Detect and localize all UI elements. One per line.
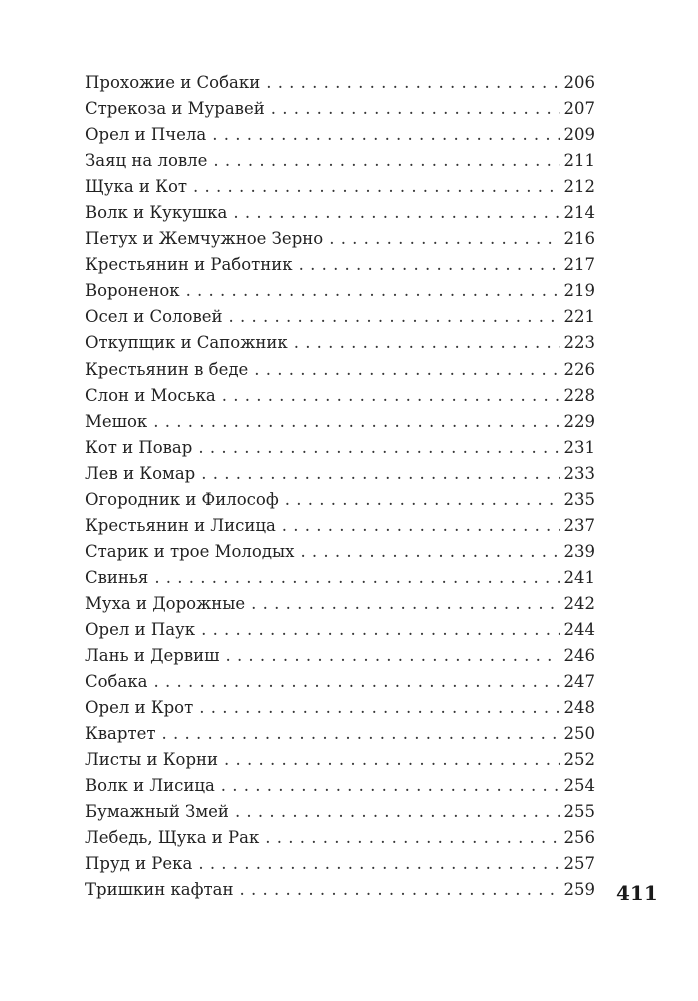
toc-entry <box>85 643 595 669</box>
toc-entry-page: 255 <box>563 802 595 822</box>
toc-entry-title: Орел и Пчела <box>85 125 207 145</box>
toc-entry-title: Крестьянин и Работник <box>85 255 293 275</box>
dot-leader <box>233 200 559 226</box>
dot-leader <box>265 825 559 851</box>
toc-entry <box>85 851 595 877</box>
toc-entry-title: Тришкин кафтан <box>85 880 234 900</box>
toc-entry-page: 257 <box>563 854 595 874</box>
toc-entry-page: 216 <box>563 229 595 249</box>
toc-entry <box>85 773 595 799</box>
toc-entry-title: Волк и Кукушка <box>85 203 228 223</box>
toc-entry <box>85 565 595 591</box>
toc-entry-page: 254 <box>563 776 595 796</box>
toc-entry-title: Щука и Кот <box>85 177 188 197</box>
toc-entry <box>85 383 595 409</box>
toc-entry-page: 209 <box>563 125 595 145</box>
dot-leader <box>201 461 559 487</box>
toc-entry-title: Крестьянин в беде <box>85 359 249 379</box>
dot-leader <box>222 383 560 409</box>
toc-entry-page: 206 <box>563 73 595 92</box>
toc-entry-page: 221 <box>563 307 595 327</box>
toc-entry-page: 231 <box>563 437 595 457</box>
toc-entry-title: Откупщик и Сапожник <box>85 333 288 353</box>
toc-entry <box>85 278 595 304</box>
dot-leader <box>213 148 559 174</box>
toc-entry-page: 223 <box>563 333 595 353</box>
toc-entry-title: Орел и Паук <box>85 619 196 639</box>
toc-entry <box>85 513 595 539</box>
dot-leader <box>229 304 560 330</box>
toc-entry-title: Прохожие и Собаки <box>85 73 261 92</box>
toc-entry-title: Кот и Повар <box>85 437 193 457</box>
toc-entry-title: Собака <box>85 672 148 692</box>
dot-leader <box>235 799 560 825</box>
dot-leader <box>154 565 559 591</box>
toc-entry <box>85 409 595 435</box>
dot-leader <box>300 539 559 565</box>
toc-entry-page: 256 <box>563 828 595 848</box>
toc-entry <box>85 70 595 96</box>
dot-leader <box>224 747 559 773</box>
dot-leader <box>198 851 559 877</box>
toc-entry-page: 248 <box>563 698 595 718</box>
dot-leader <box>254 357 559 383</box>
toc-entry <box>85 304 595 330</box>
dot-leader <box>299 252 560 278</box>
dot-leader <box>221 773 560 799</box>
toc-entry-title: Петух и Жемчужное Зерно <box>85 229 324 249</box>
toc-entry-page: 246 <box>563 646 595 666</box>
toc-entry <box>85 747 595 773</box>
dot-leader <box>198 435 559 461</box>
toc-entry <box>85 617 595 643</box>
toc-entry-page: 239 <box>563 541 595 561</box>
dot-leader <box>225 643 559 669</box>
toc-entry-page: 241 <box>563 567 595 587</box>
dot-leader <box>199 695 559 721</box>
toc-entry-title: Вороненок <box>85 281 180 301</box>
toc-entry <box>85 487 595 513</box>
dot-leader <box>239 877 559 903</box>
toc-entry-page: 214 <box>563 203 595 223</box>
toc-entry-title: Огородник и Философ <box>85 489 279 509</box>
toc-entry-title: Заяц на ловле <box>85 151 208 171</box>
toc-entry-title: Волк и Лисица <box>85 776 215 796</box>
toc-entry <box>85 825 595 851</box>
toc-entry-title: Стрекоза и Муравей <box>85 99 265 119</box>
toc-entry-page: 229 <box>563 411 595 431</box>
dot-leader <box>282 513 560 539</box>
toc-entry <box>85 877 595 903</box>
dot-leader <box>251 591 559 617</box>
toc-entry <box>85 669 595 695</box>
page-number: 411 <box>616 881 658 905</box>
toc-entry <box>85 357 595 383</box>
toc-entry-page: 217 <box>563 255 595 275</box>
toc-entry-title: Свинья <box>85 567 149 587</box>
toc-entry-title: Лебедь, Щука и Рак <box>85 828 260 848</box>
toc-entry-title: Бумажный Змей <box>85 802 229 822</box>
toc-entry <box>85 200 595 226</box>
toc-entry-page: 244 <box>563 619 595 639</box>
toc-entry <box>85 122 595 148</box>
toc-entry <box>85 721 595 747</box>
toc-entry-page: 228 <box>563 385 595 405</box>
toc-entry <box>85 435 595 461</box>
toc-entry-title: Мешок <box>85 411 148 431</box>
toc-entry <box>85 461 595 487</box>
dot-leader <box>266 70 559 96</box>
toc-entry-title: Муха и Дорожные <box>85 593 246 613</box>
toc-entry-page: 211 <box>563 151 595 171</box>
toc-entry <box>85 799 595 825</box>
toc-entry-title: Крестьянин и Лисица <box>85 515 276 535</box>
dot-leader <box>153 409 559 435</box>
toc-entry-page: 212 <box>563 177 595 197</box>
toc-entry-page: 219 <box>563 281 595 301</box>
dot-leader <box>153 669 559 695</box>
toc-entry-title: Старик и трое Молодых <box>85 541 295 561</box>
toc-entry-title: Пруд и Река <box>85 854 193 874</box>
toc-entry-page: 235 <box>563 489 595 509</box>
toc-entry-page: 250 <box>563 724 595 744</box>
dot-leader <box>329 226 559 252</box>
toc-entry <box>85 330 595 356</box>
toc-entry-title: Квартет <box>85 724 156 744</box>
toc-entry <box>85 96 595 122</box>
toc-entry-page: 237 <box>563 515 595 535</box>
toc-entry-title: Осел и Соловей <box>85 307 223 327</box>
toc-entry-title: Листы и Корни <box>85 750 219 770</box>
toc-entry-page: 233 <box>563 463 595 483</box>
toc-entry <box>85 252 595 278</box>
toc-entry-title: Слон и Моська <box>85 385 216 405</box>
dot-leader <box>271 96 560 122</box>
dot-leader <box>294 330 560 356</box>
dot-leader <box>186 278 560 304</box>
toc-entry-page: 252 <box>563 750 595 770</box>
dot-leader <box>201 617 559 643</box>
toc-entry <box>85 591 595 617</box>
dot-leader <box>285 487 560 513</box>
dot-leader <box>193 174 559 200</box>
toc-entry-page: 247 <box>563 672 595 692</box>
toc-entry <box>85 174 595 200</box>
dot-leader <box>212 122 559 148</box>
toc-entry-page: 259 <box>563 880 595 900</box>
toc-entry <box>85 695 595 721</box>
toc-entry-page: 242 <box>563 593 595 613</box>
toc-entry-title: Лань и Дервиш <box>85 646 220 666</box>
toc-entry <box>85 539 595 565</box>
toc-entry-title: Лев и Комар <box>85 463 196 483</box>
table-of-contents <box>85 70 595 904</box>
toc-entry <box>85 148 595 174</box>
toc-entry-page: 226 <box>563 359 595 379</box>
toc-entry-title: Орел и Крот <box>85 698 194 718</box>
toc-entry-page: 207 <box>563 99 595 119</box>
dot-leader <box>161 721 559 747</box>
toc-entry <box>85 226 595 252</box>
